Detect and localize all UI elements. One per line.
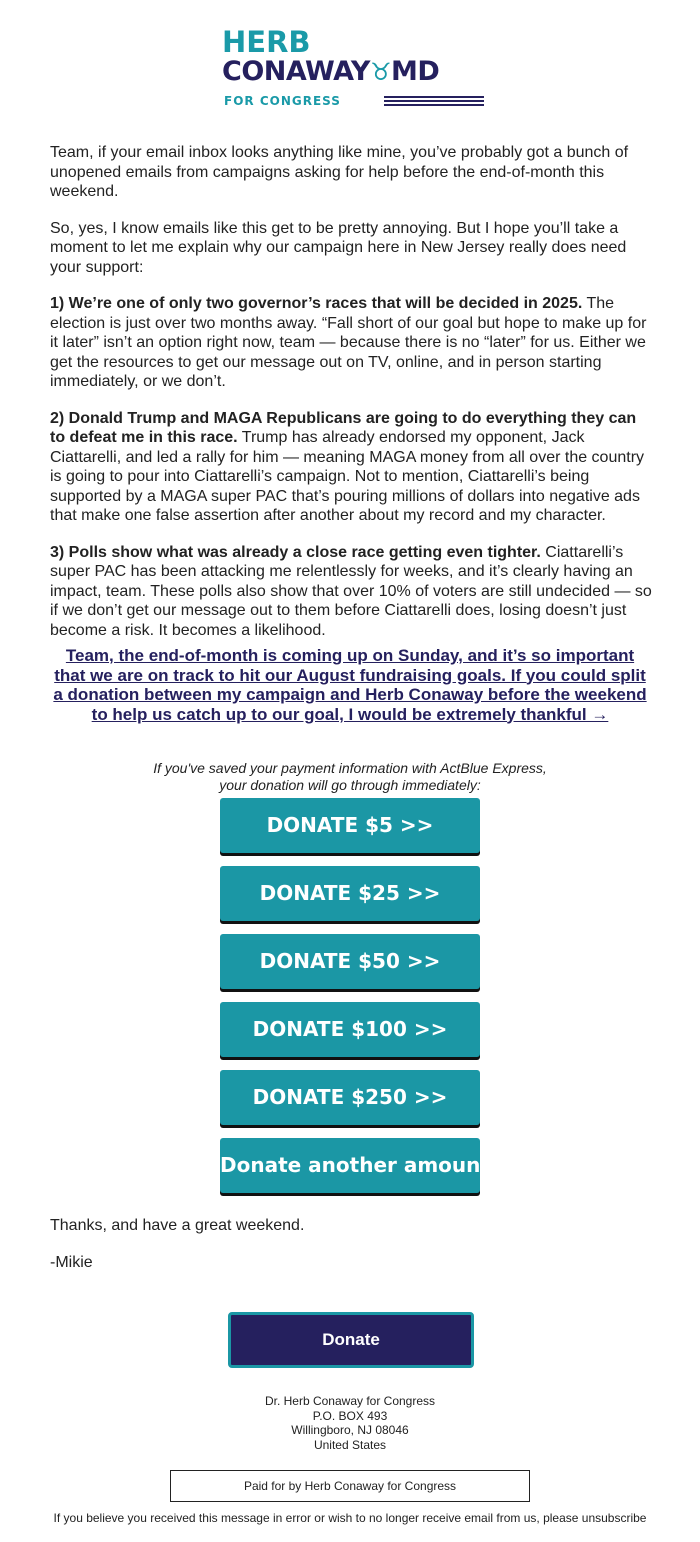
express-note-line-2: your donation will go through immediately: [219,777,481,793]
paragraph-reason-1 [50,294,652,392]
reason-2-text: Trump has already endorsed my opponent, Jack Ciattarelli, and led a rally for him — meaning MAGA money from all over the country is going to pour into Ciattarelli’s campaign. Not to mention, Ciattarelli’s being supported by a MAGA super PAC that’s pouring millions of dollars into negative ads that make one false assertion after another about my record and my character. [50,429,645,524]
cta-block [50,646,650,724]
paragraph-intro: Team, if your email inbox looks anything like mine, you’ve probably got a bunch of unopened emails from campaigns asking for help before the end-of-month this weekend. [50,144,629,200]
paragraph-reason-3 [50,543,652,641]
logo-decorative-lines [384,96,484,108]
express-note-line-1: If you've saved your payment information with ActBlue Express, [153,760,547,776]
footer-donate-button[interactable]: Donate [228,1312,474,1368]
address-line: P.O. BOX 493 [312,1408,388,1423]
donate-250-button[interactable]: DONATE $250 >> [220,1070,480,1125]
reason-2-heading: 2) Donald Trump and MAGA Republicans are going to do everything they can to defeat me in this race. [50,409,637,446]
donate-100-button[interactable]: DONATE $100 >> [220,1002,480,1057]
campaign-logo [220,26,484,112]
paragraph-explain: So, yes, I know emails like this get to be pretty annoying. But I hope you’ll take a moment to let me explain why our campaign here in New Jersey really does need your support: [50,219,627,276]
reason-3-text: Ciattarelli’s super PAC has been attacking me relentlessly for weeks, and it’s clearly having an impact, team. These polls also show that over 10% of voters are still undecided — so if we don’t get our message out to them before Ciattarelli does, losing doesn’t just become a risk. It becomes a likelihood. [50,543,652,639]
email-body [50,143,652,657]
paragraph-reason-2 [50,409,652,526]
actblue-express-note [50,760,650,794]
cta-donation-link[interactable]: Team, the end-of-month is coming up on Sunday, and it’s so important that we are on track to hit our August fundraising goals. If you could split a donation between my campaign and Herb Conaway before the weekend to help us catch up to our goal, I would be extremely thankful → [53,646,647,724]
closing-thanks: Thanks, and have a great weekend. [50,1217,305,1234]
donate-25-button[interactable]: DONATE $25 >> [220,866,480,921]
stethoscope-icon: ♉︎ [369,58,391,86]
logo-tagline: FOR CONGRESS [224,94,341,108]
address-line: United States [313,1437,387,1452]
donate-5-button[interactable]: DONATE $5 >> [220,798,480,853]
reason-1-heading: 1) We’re one of only two governor’s races that will be decided in 2025. [50,295,583,312]
logo-md: MD [391,56,440,87]
unsubscribe-notice[interactable]: If you believe you received this message in error or wish to no longer receive email from us, please unsubscribe [53,1511,647,1525]
address-line: Willingboro, NJ 08046 [291,1423,409,1437]
logo-first-name: HERB [222,25,311,59]
address-line: Dr. Herb Conaway for Congress [264,1394,436,1408]
paid-for-disclaimer: Paid for by Herb Conaway for Congress [170,1470,530,1502]
mailing-address [150,1394,550,1452]
logo-surname: CONAWAY [222,56,370,87]
reason-1-text: The election is just over two months away. “Fall short of our goal but hope to make up for it later” isn’t an option right now, team — because there is no “later” for us. Either we get the resources to get our message out on TV, online, and in person starting immediately, or we don’t. [50,295,647,390]
donate-50-button[interactable]: DONATE $50 >> [220,934,480,989]
donate-other-amount-button[interactable]: Donate another amount [220,1138,480,1193]
signature: -Mikie [50,1254,93,1271]
logo-last-name [222,57,439,87]
reason-3-heading: 3) Polls show what was already a close race getting even tighter. [50,543,541,561]
